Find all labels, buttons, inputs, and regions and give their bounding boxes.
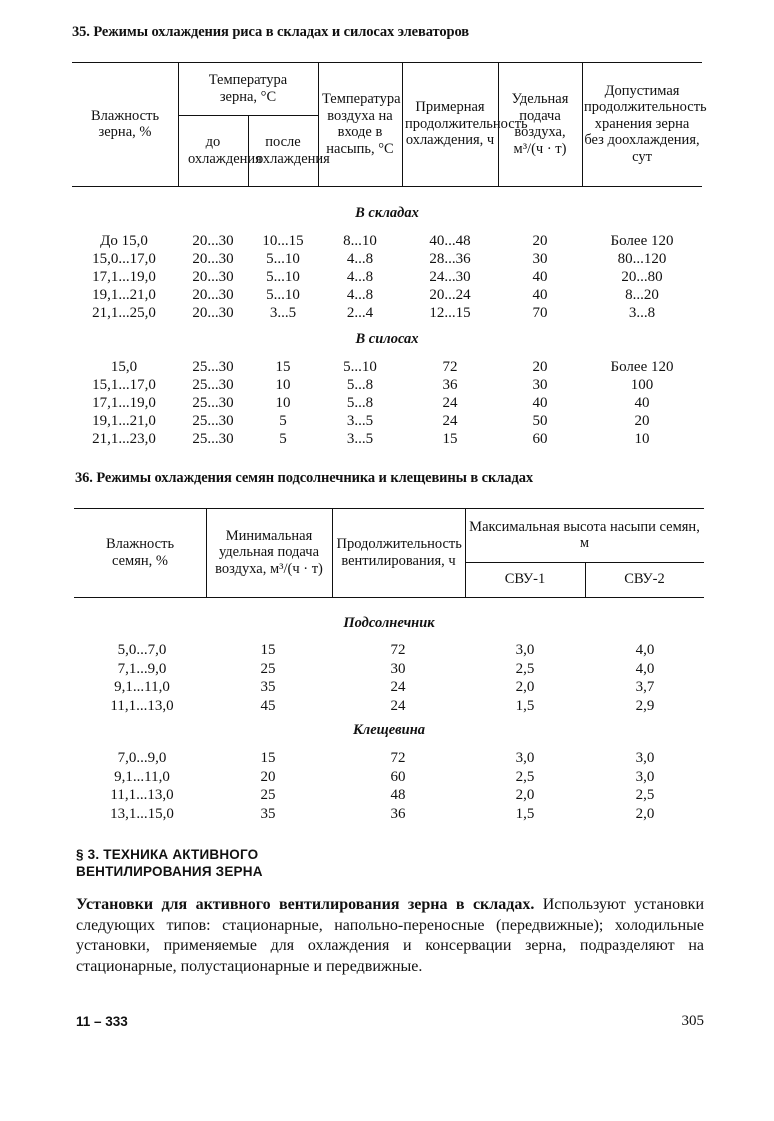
table35-header-humidity: Влажность зерна, %	[90, 107, 160, 140]
table-cell: 3,0	[515, 750, 535, 766]
table-cell: 5...8	[346, 395, 374, 411]
table-cell: 60	[390, 768, 406, 785]
table-row	[0, 768, 774, 786]
table36-group-label: Подсолнечник	[343, 615, 435, 631]
table-cell: 25...30	[192, 377, 234, 393]
table-cell: 40...48	[429, 233, 471, 249]
table-row	[0, 697, 774, 715]
table-cell: Более 120	[610, 359, 674, 375]
table-cell: 3...8	[628, 305, 656, 321]
table-cell: 21,1...23,0	[92, 431, 156, 447]
table-cell: 25	[260, 787, 276, 803]
table-cell: 20...30	[192, 305, 234, 321]
table-cell: 24	[442, 413, 458, 429]
table-row	[0, 430, 774, 448]
table-cell: 50	[532, 413, 548, 429]
page-number: 305	[681, 1013, 704, 1029]
table-cell: 2,9	[635, 697, 655, 714]
table-cell: 15,0	[110, 359, 138, 375]
table-cell: 11,1...13,0	[110, 697, 174, 714]
table-cell: 20...30	[192, 287, 234, 303]
table-cell: 2,0	[515, 787, 535, 803]
table-cell: 10	[275, 377, 291, 393]
table-cell: 4,0	[635, 660, 655, 677]
table-row	[0, 641, 774, 659]
table-row	[0, 268, 774, 286]
table-cell: 72	[390, 642, 406, 658]
table-cell: 2,5	[515, 768, 535, 785]
table-cell: 36	[390, 805, 406, 822]
table-cell: 2,0	[635, 805, 655, 822]
table36-header-svu2: СВУ-2	[624, 571, 665, 588]
table-row	[0, 250, 774, 268]
printer-signature: 11 – 333	[76, 1014, 128, 1029]
body-paragraph	[76, 895, 704, 977]
table-cell: До 15,0	[100, 233, 148, 249]
paragraph-lead: Установки для активного вентилирования зерна в складах.	[76, 896, 535, 913]
table35-header-storage: Допустимая продолжительность хранения зерна без доохлаждения, сут	[584, 82, 707, 165]
table36-header-svu1: СВУ-1	[504, 571, 546, 588]
table-cell: 25...30	[192, 413, 234, 429]
table-cell: 1,5	[515, 697, 535, 714]
table-cell: 40	[532, 269, 548, 285]
table-cell: 72	[390, 750, 406, 766]
table35-header-duration: Примерная продолжительность охлаждения, ч	[405, 99, 528, 149]
table-cell: 20	[634, 413, 650, 429]
table-cell: 48	[390, 787, 406, 803]
table36-group-label: Клещевина	[352, 722, 426, 738]
table-cell: 30	[532, 377, 548, 393]
table-cell: 25...30	[192, 395, 234, 411]
table-cell: 40	[532, 287, 548, 303]
table-cell: 5...8	[346, 377, 374, 393]
table-cell: 24	[442, 395, 458, 411]
table-cell: 20...30	[192, 269, 234, 285]
table-cell: 10	[634, 431, 650, 447]
table-cell: Более 120	[610, 233, 674, 249]
table-cell: 13,1...15,0	[110, 805, 174, 822]
table35-header-temp-after: после охлаждения	[256, 134, 330, 167]
table35-title: 35. Режимы охлаждения риса в складах и силосах элеваторов	[72, 24, 469, 40]
table36-header-air-flow: Минимальная удельная подача воздуха, м³/(ч · т)	[215, 527, 323, 577]
section-heading-line: ВЕНТИЛИРОВАНИЯ ЗЕРНА	[76, 864, 263, 879]
table-row	[0, 786, 774, 804]
paragraph-text: Используют установки следующих типов: стационарные, напольно-переносные (передвижные); холодильные установки, применяемые для охлаждения и консервации зерна, подразделяют на стационарные, полустационарные и передвижные.	[76, 896, 705, 975]
table-cell: 20...30	[192, 233, 234, 249]
table-cell: 9,1...11,0	[114, 768, 170, 785]
table36-header-bottom-rule	[74, 597, 704, 598]
table-cell: 15	[275, 359, 291, 375]
table-cell: 19,1...21,0	[92, 413, 156, 429]
table-cell: 7,1...9,0	[117, 660, 167, 677]
table-cell: 4,0	[635, 642, 655, 658]
table-row	[0, 304, 774, 322]
table-cell: 30	[532, 251, 548, 267]
table-cell: 15	[442, 431, 458, 447]
table-cell: 7,0...9,0	[117, 750, 167, 766]
table-cell: 5...10	[343, 359, 377, 375]
table-cell: 40	[634, 395, 650, 411]
table-row	[0, 394, 774, 412]
table-cell: 17,1...19,0	[92, 269, 156, 285]
table-row	[0, 678, 774, 696]
table-cell: 12...15	[429, 305, 471, 321]
table-cell: 100	[630, 377, 654, 393]
table-row	[0, 358, 774, 376]
table-cell: 20...24	[429, 287, 471, 303]
table-row	[0, 232, 774, 250]
table-cell: 20...30	[192, 251, 234, 267]
table35-group-label: В силосах	[355, 331, 419, 347]
table-cell: 80...120	[617, 251, 667, 267]
table-cell: 5...10	[266, 251, 300, 267]
table-cell: 15	[260, 642, 276, 658]
table-cell: 3...5	[346, 431, 374, 447]
table-row	[0, 376, 774, 394]
table-cell: 24...30	[429, 269, 471, 285]
table35-header-temp-before: до охлаждения	[188, 134, 262, 167]
table35-header-air-flow: Удельная подача воздуха, м³/(ч · т)	[511, 91, 569, 157]
table-cell: 5,0...7,0	[117, 642, 167, 658]
table35-group-label: В складах	[355, 205, 419, 221]
table-cell: 5...10	[266, 269, 300, 285]
table-cell: 15	[260, 750, 276, 766]
section-heading-line: § 3. ТЕХНИКА АКТИВНОГО	[76, 847, 259, 862]
table-cell: 19,1...21,0	[92, 287, 156, 303]
table-cell: 15,0...17,0	[92, 251, 156, 267]
table-cell: 70	[532, 305, 548, 321]
table-row	[0, 286, 774, 304]
table-cell: 3,0	[515, 642, 535, 658]
table-cell: 40	[532, 395, 548, 411]
table-cell: 72	[442, 359, 458, 375]
table-cell: 3,7	[635, 679, 655, 695]
table-cell: 2,5	[515, 660, 535, 677]
table-cell: 3,0	[635, 768, 655, 785]
table-row	[0, 749, 774, 767]
table36-header-humidity: Влажность семян, %	[105, 536, 175, 569]
table-cell: 11,1...13,0	[110, 787, 174, 803]
table-row	[0, 412, 774, 430]
table-cell: 20	[532, 359, 548, 375]
table-cell: 28...36	[429, 251, 471, 267]
table36-header-max-height: Максимальная высота насыпи семян, м	[469, 518, 700, 551]
table-cell: 5	[279, 413, 287, 429]
table-cell: 3,0	[635, 750, 655, 766]
table-cell: 1,5	[515, 805, 535, 822]
table-cell: 30	[390, 660, 406, 677]
table-cell: 3...5	[346, 413, 374, 429]
table-cell: 25...30	[192, 431, 234, 447]
table-cell: 4...8	[346, 287, 374, 303]
table-cell: 17,1...19,0	[92, 395, 156, 411]
table-cell: 15,1...17,0	[92, 377, 156, 393]
table-cell: 21,1...25,0	[92, 305, 156, 321]
table-row	[0, 660, 774, 678]
table-cell: 36	[442, 377, 458, 393]
table-cell: 25	[260, 660, 276, 677]
table-cell: 4...8	[346, 251, 374, 267]
table-cell: 24	[390, 679, 406, 695]
table36-title: 36. Режимы охлаждения семян подсолнечника и клещевины в складах	[75, 470, 533, 486]
table35-header-bottom-rule	[72, 186, 702, 187]
table35-header-air-temp: Температура воздуха на входе в насыпь, °С	[322, 91, 401, 157]
table-cell: 24	[390, 697, 406, 714]
table-cell: 2,0	[515, 679, 535, 695]
table-cell: 20	[260, 768, 276, 785]
table-cell: 5	[279, 431, 287, 447]
section-heading	[76, 846, 263, 880]
table-cell: 45	[260, 697, 276, 714]
table-cell: 60	[532, 431, 548, 447]
table-row	[0, 805, 774, 823]
table-cell: 35	[260, 805, 276, 822]
table-cell: 8...10	[343, 233, 377, 249]
table35-header-temp-group: Температура зерна, °С	[208, 72, 288, 105]
table-cell: 8...20	[625, 287, 659, 303]
table-cell: 2...4	[346, 305, 374, 321]
table-cell: 4...8	[346, 269, 374, 285]
table-cell: 10	[275, 395, 291, 411]
table-cell: 20	[532, 233, 548, 249]
table-cell: 10...15	[262, 233, 304, 249]
table-cell: 3...5	[269, 305, 297, 321]
table-cell: 5...10	[266, 287, 300, 303]
table-cell: 35	[260, 679, 276, 695]
table-cell: 25...30	[192, 359, 234, 375]
table-cell: 9,1...11,0	[114, 679, 170, 695]
table36-header-duration: Продолжительность вентилирования, ч	[336, 536, 462, 569]
table-cell: 2,5	[635, 787, 655, 803]
table-cell: 20...80	[621, 269, 663, 285]
